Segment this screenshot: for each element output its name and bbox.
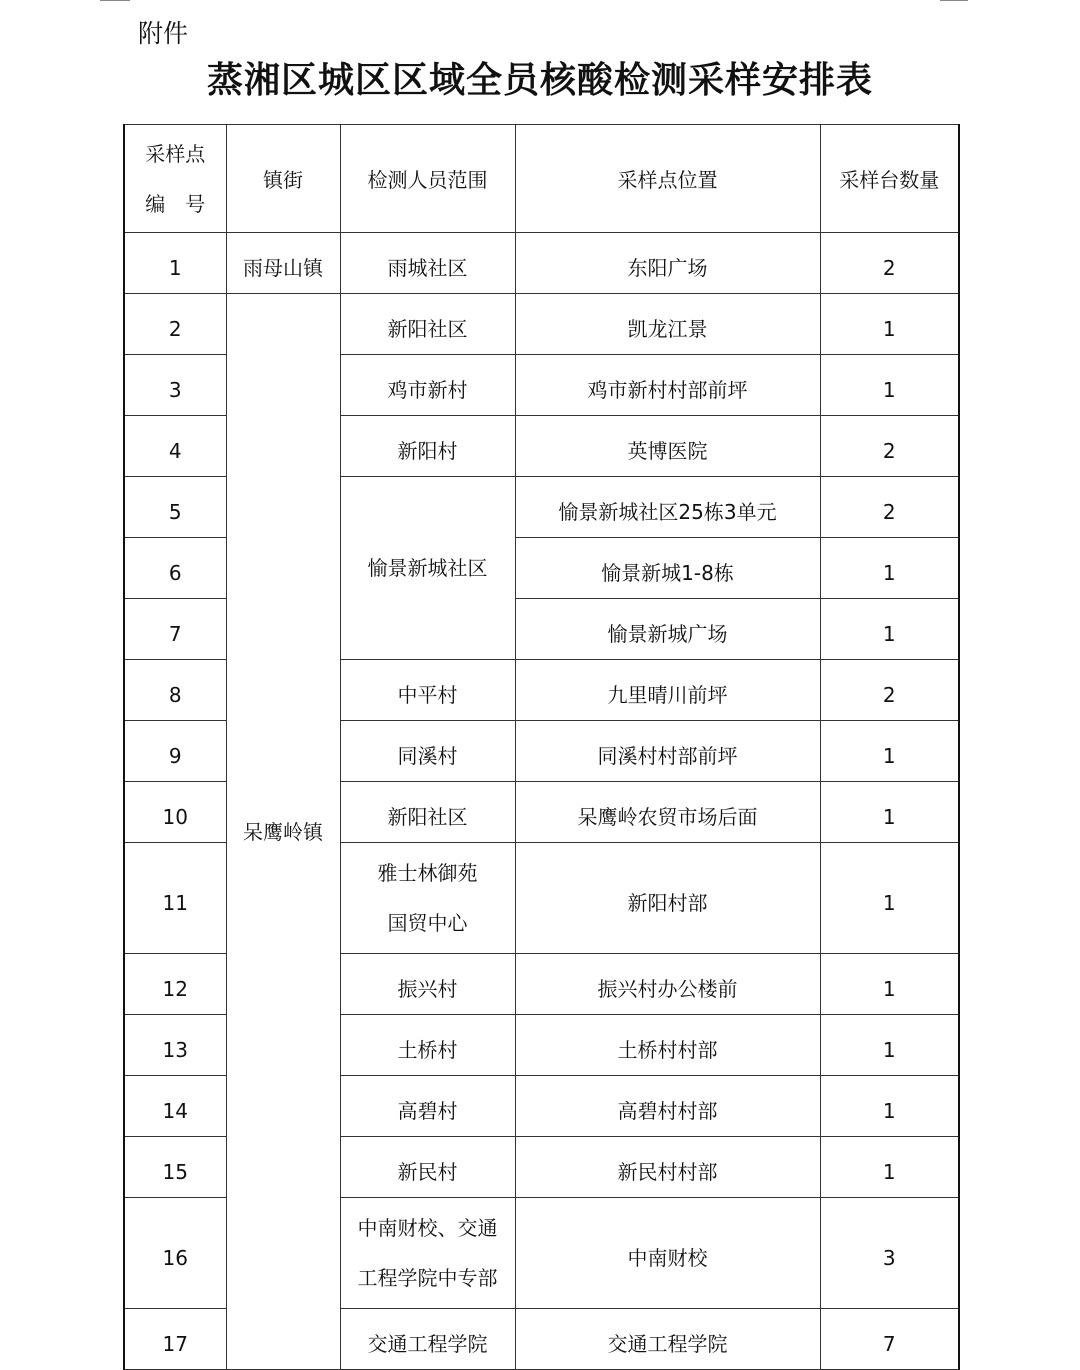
row-id: 11 — [124, 843, 226, 954]
table-row — [124, 294, 959, 355]
row-count: 3 — [820, 1198, 959, 1309]
row-location: 同溪村村部前坪 — [515, 721, 820, 782]
row-count: 1 — [820, 599, 959, 660]
column-header-id-line2: 编 号 — [145, 191, 206, 216]
column-header-id-line1: 采样点 — [145, 141, 206, 166]
row-id: 7 — [124, 599, 226, 660]
row-scope: 同溪村 — [340, 721, 515, 782]
row-location: 愉景新城广场 — [515, 599, 820, 660]
row-id: 8 — [124, 660, 226, 721]
row-location: 英博医院 — [515, 416, 820, 477]
row-location: 新民村村部 — [515, 1137, 820, 1198]
row-id: 14 — [124, 1076, 226, 1137]
row-id: 12 — [124, 954, 226, 1015]
row-count: 1 — [820, 1137, 959, 1198]
table-header-row — [124, 125, 959, 233]
row-scope: 新民村 — [340, 1137, 515, 1198]
row-location: 愉景新城社区25栋3单元 — [515, 477, 820, 538]
top-edge-line-left — [100, 0, 130, 1]
row-count: 1 — [820, 782, 959, 843]
row-count: 1 — [820, 1015, 959, 1076]
row-location: 呆鹰岭农贸市场后面 — [515, 782, 820, 843]
row-scope: 土桥村 — [340, 1015, 515, 1076]
row-count: 1 — [820, 355, 959, 416]
row-count: 1 — [820, 1076, 959, 1137]
row-count: 1 — [820, 538, 959, 599]
sampling-schedule-table — [123, 124, 960, 1370]
row-count: 1 — [820, 954, 959, 1015]
row-count: 2 — [820, 477, 959, 538]
column-header-town: 镇街 — [226, 125, 340, 233]
row-scope-line2: 工程学院中专部 — [357, 1266, 498, 1290]
row-scope — [340, 843, 515, 954]
row-scope-line2: 国贸中心 — [387, 911, 468, 935]
row-location: 交通工程学院 — [515, 1309, 820, 1370]
top-edge-line-right — [940, 0, 968, 1]
row-scope-line1: 中南财校、交通 — [357, 1216, 498, 1240]
row-id: 4 — [124, 416, 226, 477]
row-scope: 新阳社区 — [340, 782, 515, 843]
row-location: 九里晴川前坪 — [515, 660, 820, 721]
document-title: 蒸湘区城区区域全员核酸检测采样安排表 — [206, 60, 873, 101]
row-scope-merged: 愉景新城社区 — [340, 477, 515, 660]
row-scope: 中平村 — [340, 660, 515, 721]
row-location: 凯龙江景 — [515, 294, 820, 355]
row-scope: 交通工程学院 — [340, 1309, 515, 1370]
row-scope: 高碧村 — [340, 1076, 515, 1137]
row-scope-line1: 雅士林御苑 — [377, 861, 478, 885]
row-id: 6 — [124, 538, 226, 599]
row-id: 13 — [124, 1015, 226, 1076]
row-count: 1 — [820, 294, 959, 355]
row-location: 高碧村村部 — [515, 1076, 820, 1137]
row-town: 雨母山镇 — [226, 233, 340, 294]
row-scope: 鸡市新村 — [340, 355, 515, 416]
row-location: 振兴村办公楼前 — [515, 954, 820, 1015]
row-id: 16 — [124, 1198, 226, 1309]
row-count: 1 — [820, 843, 959, 954]
column-header-count: 采样台数量 — [820, 125, 959, 233]
row-id: 1 — [124, 233, 226, 294]
row-id: 5 — [124, 477, 226, 538]
row-location: 中南财校 — [515, 1198, 820, 1309]
row-scope: 新阳社区 — [340, 294, 515, 355]
row-id: 2 — [124, 294, 226, 355]
row-count: 7 — [820, 1309, 959, 1370]
row-scope — [340, 1198, 515, 1309]
row-id: 3 — [124, 355, 226, 416]
row-scope: 振兴村 — [340, 954, 515, 1015]
column-header-location: 采样点位置 — [515, 125, 820, 233]
row-id: 15 — [124, 1137, 226, 1198]
table-row — [124, 233, 959, 294]
attachment-label: 附件 — [138, 19, 189, 48]
row-location: 鸡市新村村部前坪 — [515, 355, 820, 416]
row-count: 2 — [820, 416, 959, 477]
row-id: 10 — [124, 782, 226, 843]
row-scope: 新阳村 — [340, 416, 515, 477]
row-scope: 雨城社区 — [340, 233, 515, 294]
column-header-id — [124, 125, 226, 233]
column-header-scope: 检测人员范围 — [340, 125, 515, 233]
row-location: 土桥村村部 — [515, 1015, 820, 1076]
row-count: 1 — [820, 721, 959, 782]
row-count: 2 — [820, 233, 959, 294]
row-id: 17 — [124, 1309, 226, 1370]
row-town-merged: 呆鹰岭镇 — [226, 294, 340, 1370]
row-location: 新阳村部 — [515, 843, 820, 954]
row-id: 9 — [124, 721, 226, 782]
row-location: 东阳广场 — [515, 233, 820, 294]
row-count: 2 — [820, 660, 959, 721]
row-location: 愉景新城1-8栋 — [515, 538, 820, 599]
